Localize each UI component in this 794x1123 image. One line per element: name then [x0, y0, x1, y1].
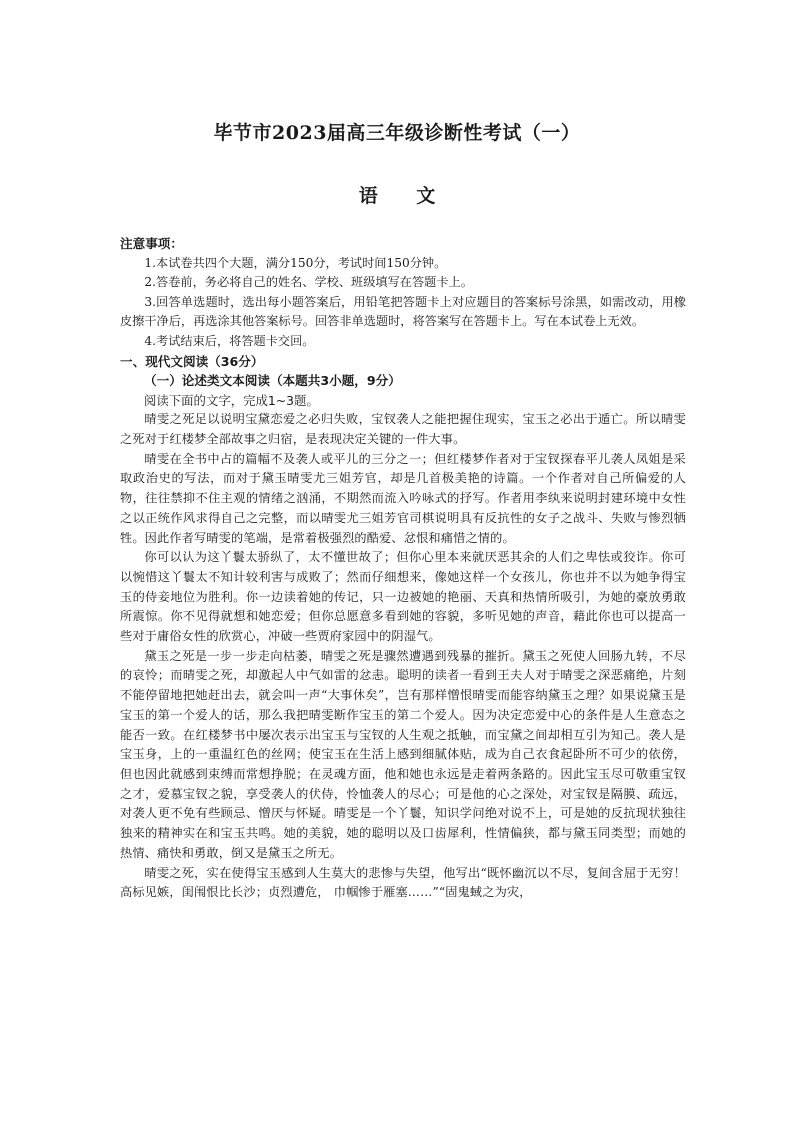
- reading-instruction: 阅读下面的文字，完成1~3题。: [144, 392, 319, 408]
- notice-item-3: 3.回答单选题时，选出每小题答案后，用铅笔把答题卡上对应题目的答案标号涂黑，如需改动，用橡皮擦干净后，再选涂其他答案标号。回答非单选题时，将答案写在答题卡上。写在本试卷上无效。: [120, 294, 686, 329]
- section-heading: 一、现代文阅读（36分）: [120, 353, 264, 369]
- exam-content: [120, 234, 686, 903]
- passage-paragraph-5: 晴雯之死，实在使得宝玉感到人生莫大的悲惨与失望，他写出“既怀幽沉以不尽，复间含屈于无穷！高标见嫉，闺闱恨比长沙；贞烈遭危， 巾帼惨于雁塞……”“固鬼蜮之为灾，: [120, 865, 686, 900]
- passage-paragraph-4: 黛玉之死是一步一步走向枯萎，晴雯之死是骤然遭遇到残暴的摧折。黛玉之死使人回肠九转，不尽的哀怜；而晴雯之死，却激起人中气如雷的忿恚。聪明的读者一看到王夫人对于晴雯之深恶痛绝，片刻不能停留地把她赶出去，就会叫一声“大事休矣”，岂有那样憎恨晴雯而能容纳黛玉之理？如果说黛玉是宝玉的第一个爱人的话，那么我把晴雯断作宝玉的第二个爱人。因为决定恋爱中心的条件是人生意态之能否一致。在红楼梦书中屡次表示出宝玉与宝钗的人生观之抵触，而宝黛之间却相互引为知己。袭人是宝玉身，上的一重温红色的丝网；使宝玉在生活上感到细腻体贴，成为自己衣食起卧所不可少的依傍，但也因此就感到束缚而常想挣脱；在灵魂方面，他和她也永远是走着两条路的。因此宝玉尽可敬重宝钗之才，爱慕宝钗之貌，享受袭人的伏侍，怜恤袭人的尽心；可是他的心之深处，对宝钗是隔膜、疏远，对袭人更不免有些顾忌、憎厌与怀疑。晴雯是一个丫鬟，知识学问绝对说不上，可是她的反抗现状独往独来的精神实在和宝玉共鸣。她的美貌，她的聪明以及口齿犀利，性情偏狭，都与黛玉同类型；而她的热情、痛快和勇敢，倒又是黛玉之所无。: [120, 648, 686, 860]
- notice-item-4: 4.考试结束后，将答题卡交回。: [144, 333, 315, 348]
- subject-title: 语 文: [358, 185, 452, 207]
- passage-paragraph-2: 晴雯在全书中占的篇幅不及袭人或平儿的三分之一；但红楼梦作者对于宝钗探春平儿袭人凤姐是采取政治史的写法，而对于黛玉晴雯尤三姐芳官，却是几首极美艳的诗篇。一个作者对自己所偏爱的人物，往往禁抑不住主观的情绪之汹涌，不期然而流入吟咏式的抒写。作者用李纨来说明封建环境中女性之以正统作风求得自己之完整，而以晴雯尤三姐芳官司棋说明具有反抗性的女子之战斗、失败与惨烈牺牲。因此作者写晴雯的笔端，是常着极强烈的酷爱、忿恨和痛惜之情的。: [120, 451, 686, 545]
- passage-paragraph-1: 晴雯之死足以说明宝黛恋爱之必归失败，宝钗袭人之能把握住现实，宝玉之必出于遁亡。所以晴雯之死对于红楼梦全部故事之归宿，是表现决定关键的一件大事。: [120, 412, 686, 447]
- subsection-heading: （一）论述类文本阅读（本题共3小题，9分）: [144, 373, 401, 389]
- notice-heading: 注意事项：: [120, 236, 183, 251]
- exam-title: 毕节市2023届高三年级诊断性考试（一）: [213, 122, 581, 144]
- passage-paragraph-3: 你可以认为这丫鬟太骄纵了，太不懂世故了；但你心里本来就厌恶其余的人们之卑怯或狡诈。你可以惋惜这丫鬟太不知计较利害与成败了；然而仔细想来，像她这样一个女孩儿，你也并不以为她争得宝玉的侍妾地位为胜利。你一边读着她的传记，只一边被她的艳丽、天真和热情所吸引，为她的豪放勇敢所震惊。你不见得就想和她恋爱；但你总愿意多看到她的容貌，多听见她的声音，藉此你也可以提高一些对于庸俗女性的欣赏心，冲破一些贾府家园中的阴湿气。: [120, 550, 686, 644]
- notice-item-1: 1.本试卷共四个大题，满分150分，考试时间150分钟。: [144, 255, 447, 270]
- notice-item-2: 2.答卷前，务必将自己的姓名、学校、班级填写在答题卡上。: [144, 275, 473, 290]
